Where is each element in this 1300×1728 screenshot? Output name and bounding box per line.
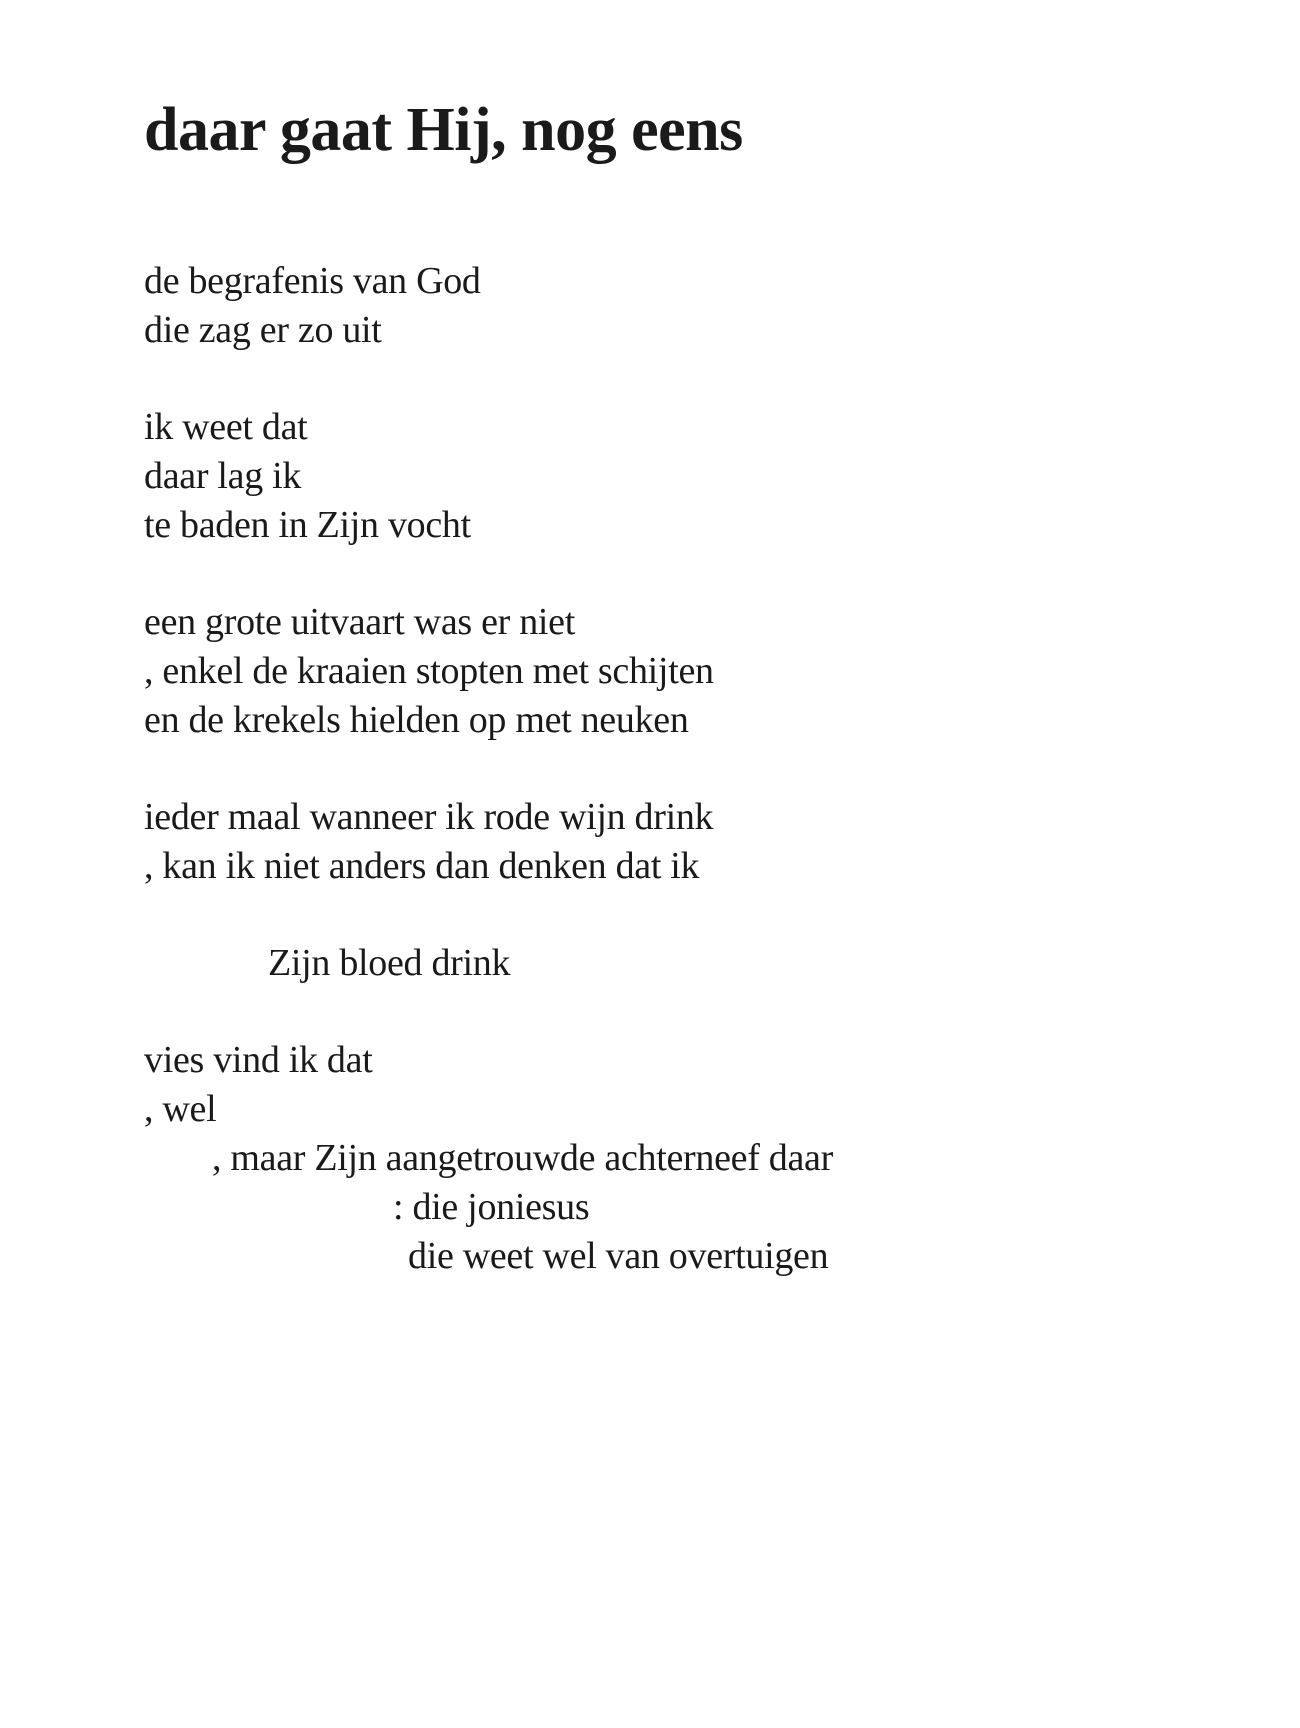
poem-line: die zag er zo uit bbox=[144, 309, 382, 351]
poem-line: ik weet dat bbox=[144, 406, 308, 448]
poem-line: en de krekels hielden op met neuken bbox=[144, 699, 689, 741]
poem-line-indented: die weet wel van overtuigen bbox=[408, 1235, 829, 1277]
poem-line: te baden in Zijn vocht bbox=[144, 504, 471, 546]
poem-line-indented: Zijn bloed drink bbox=[268, 942, 511, 984]
poem-line-indented: , maar Zijn aangetrouwde achterneef daar bbox=[212, 1137, 833, 1179]
poem-line: , kan ik niet anders dan denken dat ik bbox=[144, 845, 700, 887]
poem-line-indented: : die joniesus bbox=[393, 1186, 590, 1228]
poem-line: de begrafenis van God bbox=[144, 260, 481, 302]
poem-line: ieder maal wanneer ik rode wijn drink bbox=[144, 796, 714, 838]
poem-line: daar lag ik bbox=[144, 455, 302, 497]
poem-line: , wel bbox=[144, 1088, 217, 1130]
poem-title: daar gaat Hij, nog eens bbox=[144, 96, 743, 164]
poem-line: een grote uitvaart was er niet bbox=[144, 601, 575, 643]
poem-line: vies vind ik dat bbox=[144, 1039, 373, 1081]
poem-line: , enkel de kraaien stopten met schijten bbox=[144, 650, 714, 692]
